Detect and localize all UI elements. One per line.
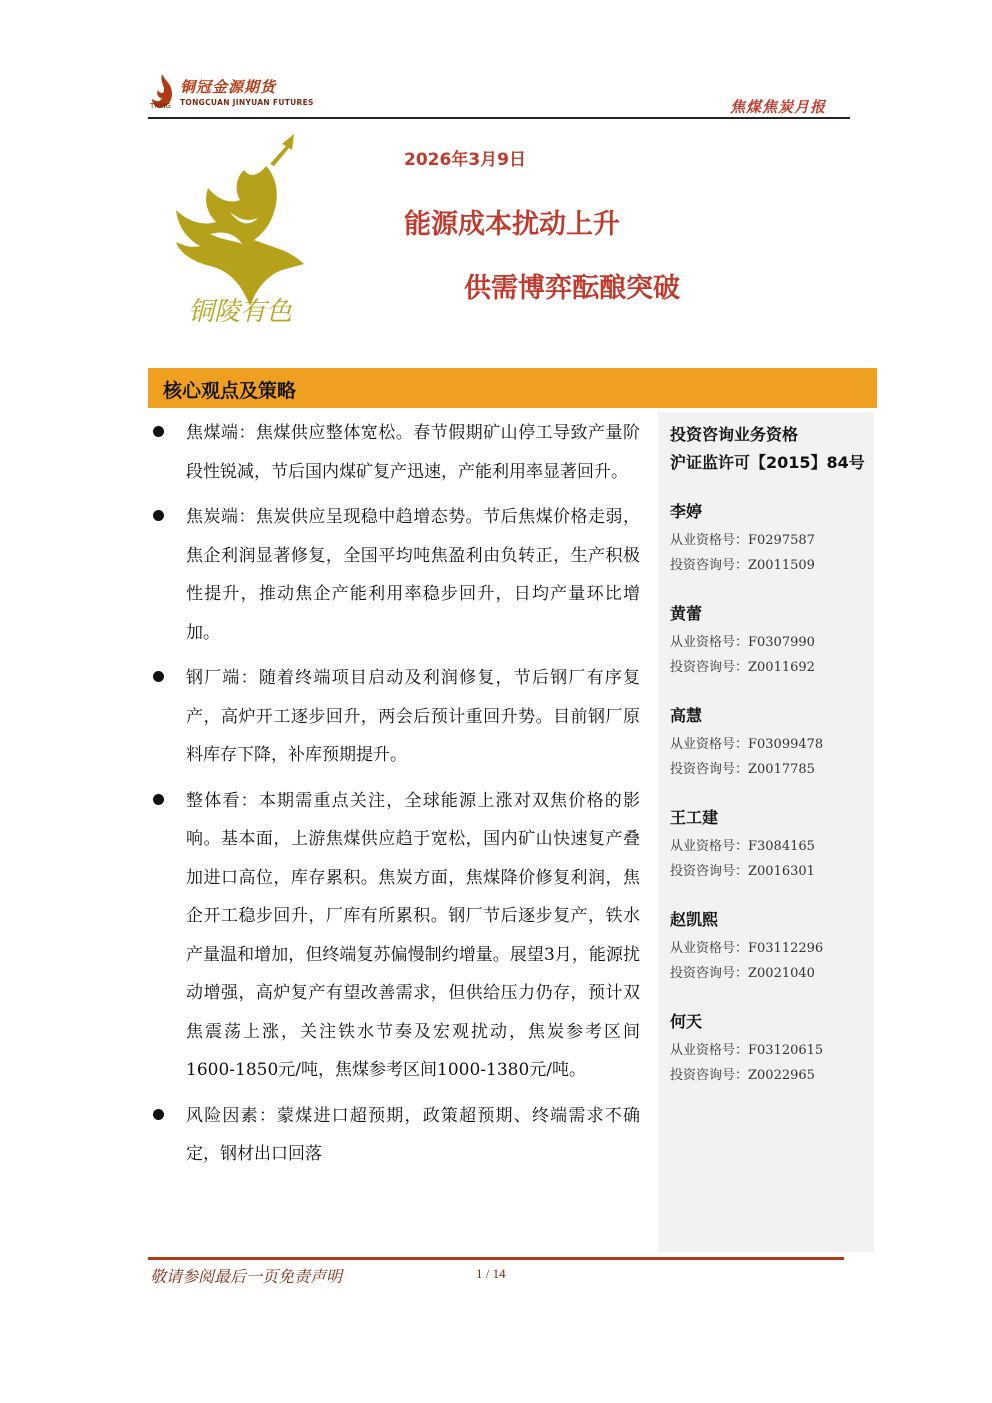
- analyst-card: [670, 808, 815, 884]
- header-divider: [148, 117, 850, 119]
- analyst-practice-id: 从业资格号：F03120615: [670, 1043, 824, 1058]
- analyst-consult-id: 投资咨询号：Z0021040: [670, 966, 815, 981]
- brand-abbr: TNMG: [150, 102, 171, 110]
- page-number: 1 / 14: [476, 1266, 506, 1281]
- key-point-text: 焦炭端：焦炭供应呈现稳中趋增态势。节后焦煤价格走弱，焦企利润显著修复，全国平均吨焦盈利由负转正，生产积极性提升，推动焦企产能利用率稳步回升，日均产量环比增加。: [186, 507, 640, 643]
- footer-divider: [148, 1257, 844, 1260]
- key-point-coking-coal: [148, 414, 640, 491]
- analyst-consult-id: 投资咨询号：Z0011509: [670, 558, 815, 573]
- bullet-icon: [153, 794, 164, 805]
- key-point-overall: [148, 782, 640, 1090]
- key-point-coke: [148, 498, 640, 652]
- analyst-name: 高慧: [670, 706, 703, 725]
- analyst-card: [670, 706, 823, 782]
- report-type: 焦煤焦炭月报: [729, 98, 826, 116]
- bullet-icon: [153, 426, 164, 437]
- analyst-card: [670, 604, 815, 680]
- brand-name-en: TONGCUAN JINYUAN FUTURES: [180, 98, 314, 107]
- report-date: 2026年3月9日: [404, 150, 526, 170]
- key-point-text: 钢厂端：随着终端项目启动及利润修复，节后钢厂有序复产，高炉开工逐步回升，两会后预计重回升势。目前钢厂原料库存下降，补库预期提升。: [186, 668, 640, 765]
- company-emblem-icon: [170, 130, 310, 330]
- bullet-icon: [153, 671, 164, 682]
- qualification-license: 沪证监许可【2015】84号: [670, 453, 865, 472]
- analyst-practice-id: 从业资格号：F0307990: [670, 635, 815, 650]
- analyst-practice-id: 从业资格号：F03099478: [670, 737, 824, 752]
- bullet-icon: [153, 510, 164, 521]
- analyst-name: 赵凯熙: [670, 910, 719, 929]
- analyst-consult-id: 投资咨询号：Z0022965: [670, 1068, 815, 1083]
- bullet-icon: [153, 1109, 164, 1120]
- analyst-consult-id: 投资咨询号：Z0011692: [670, 660, 815, 675]
- key-points-list: [148, 414, 640, 1181]
- analyst-name: 李婷: [670, 502, 703, 521]
- key-point-text: 整体看：本期需重点关注，全球能源上涨对双焦价格的影响。基本面，上游焦煤供应趋于宽松，国内矿山快速复产叠加进口高位，库存累积。焦炭方面，焦煤降价修复利润，焦企开工稳步回升，厂库有所累积。钢厂节后逐步复产，铁水产量温和增加，但终端复苏偏慢制约增量。展望3月，能源扰动增强，高炉复产有望改善需求，但供给压力仍存，预计双焦震荡上涨，关注铁水节奏及宏观扰动，焦炭参考区间1600-1850元/吨，焦煤参考区间1000-1380元/吨。: [186, 790, 640, 1080]
- key-point-text: 风险因素：蒙煤进口超预期，政策超预期、终端需求不确定，钢材出口回落: [186, 1105, 640, 1164]
- report-subtitle: 供需博弈酝酿突破: [464, 273, 680, 304]
- emblem-caption: 铜陵有色: [187, 297, 293, 327]
- key-point-steel-mill: [148, 659, 640, 775]
- analyst-name: 何天: [670, 1012, 703, 1031]
- analyst-consult-id: 投资咨询号：Z0017785: [670, 762, 815, 777]
- analyst-name: 黄蕾: [670, 604, 703, 623]
- section-title: 核心观点及策略: [163, 380, 297, 402]
- analyst-card: [670, 1012, 823, 1088]
- analyst-name: 王工建: [670, 808, 719, 827]
- qualification-title: 投资咨询业务资格: [670, 425, 799, 444]
- key-point-text: 焦煤端：焦煤供应整体宽松。春节假期矿山停工导致产量阶段性锐减，节后国内煤矿复产迅速，产能利用率显著回升。: [186, 423, 640, 482]
- key-point-risk: [148, 1097, 640, 1174]
- report-title: 能源成本扰动上升: [404, 209, 620, 240]
- analyst-practice-id: 从业资格号：F0297587: [670, 533, 815, 548]
- analyst-card: [670, 502, 815, 578]
- brand-name-cn: 铜冠金源期货: [180, 78, 277, 96]
- analyst-card: [670, 910, 823, 986]
- analyst-consult-id: 投资咨询号：Z0016301: [670, 864, 815, 879]
- analyst-practice-id: 从业资格号：F03112296: [670, 941, 824, 956]
- analyst-practice-id: 从业资格号：F3084165: [670, 839, 815, 854]
- footer-disclaimer: 敬请参阅最后一页免责声明: [150, 1267, 343, 1286]
